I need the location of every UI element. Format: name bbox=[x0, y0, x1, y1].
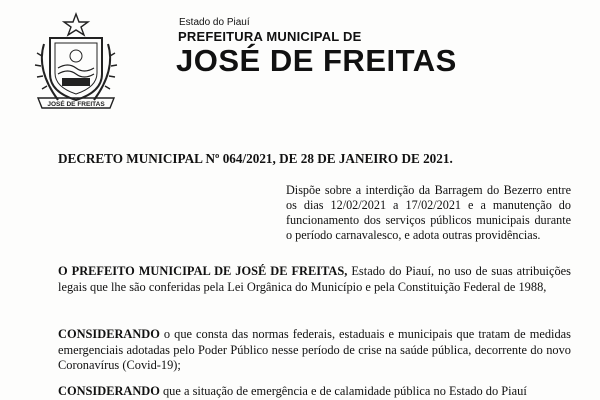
municipal-crest-icon bbox=[28, 12, 124, 112]
city-name: JOSÉ DE FREITAS bbox=[176, 43, 457, 78]
paragraph-lead: CONSIDERANDO bbox=[58, 327, 160, 341]
paragraph-lead: CONSIDERANDO bbox=[58, 384, 160, 398]
prefeitura-label: PREFEITURA MUNICIPAL DE bbox=[178, 29, 362, 44]
decree-ementa: Dispõe sobre a interdição da Barragem do Bezerro entre os dias 12/02/2021 a 17/02/2021 e a manutenção do funcionamento dos serviços públicos municipais durante o período carnavalesco, e adota outras providências. bbox=[286, 183, 571, 242]
paragraph-considerando-2 bbox=[58, 384, 571, 400]
paragraph-text: Estado do Piauí, no uso de suas atribuições legais que lhe são conferidas pela Lei Orgânica do Município e pela Constituição Federal de 1988, bbox=[58, 264, 571, 294]
paragraph-preamble bbox=[58, 264, 571, 295]
paragraph-considerando-1 bbox=[58, 327, 571, 374]
paragraph-text: que a situação de emergência e de calamidade pública no Estado do Piauí bbox=[159, 384, 527, 398]
paragraph-lead: O PREFEITO MUNICIPAL DE JOSÉ DE FREITAS, bbox=[58, 264, 348, 278]
paragraph-text: o que consta das normas federais, estaduais e municipais que tratam de medidas emergenciais adotadas pelo Poder Público nesse período de crise na saúde pública, decorrente do novo Coronavírus (Covid-19); bbox=[58, 327, 571, 373]
decree-title: DECRETO MUNICIPAL Nº 064/2021, DE 28 DE JANEIRO DE 2021. bbox=[58, 151, 453, 166]
state-name: Estado do Piauí bbox=[179, 17, 250, 28]
crest-motto: JOSÉ DE FREITAS bbox=[47, 101, 105, 108]
